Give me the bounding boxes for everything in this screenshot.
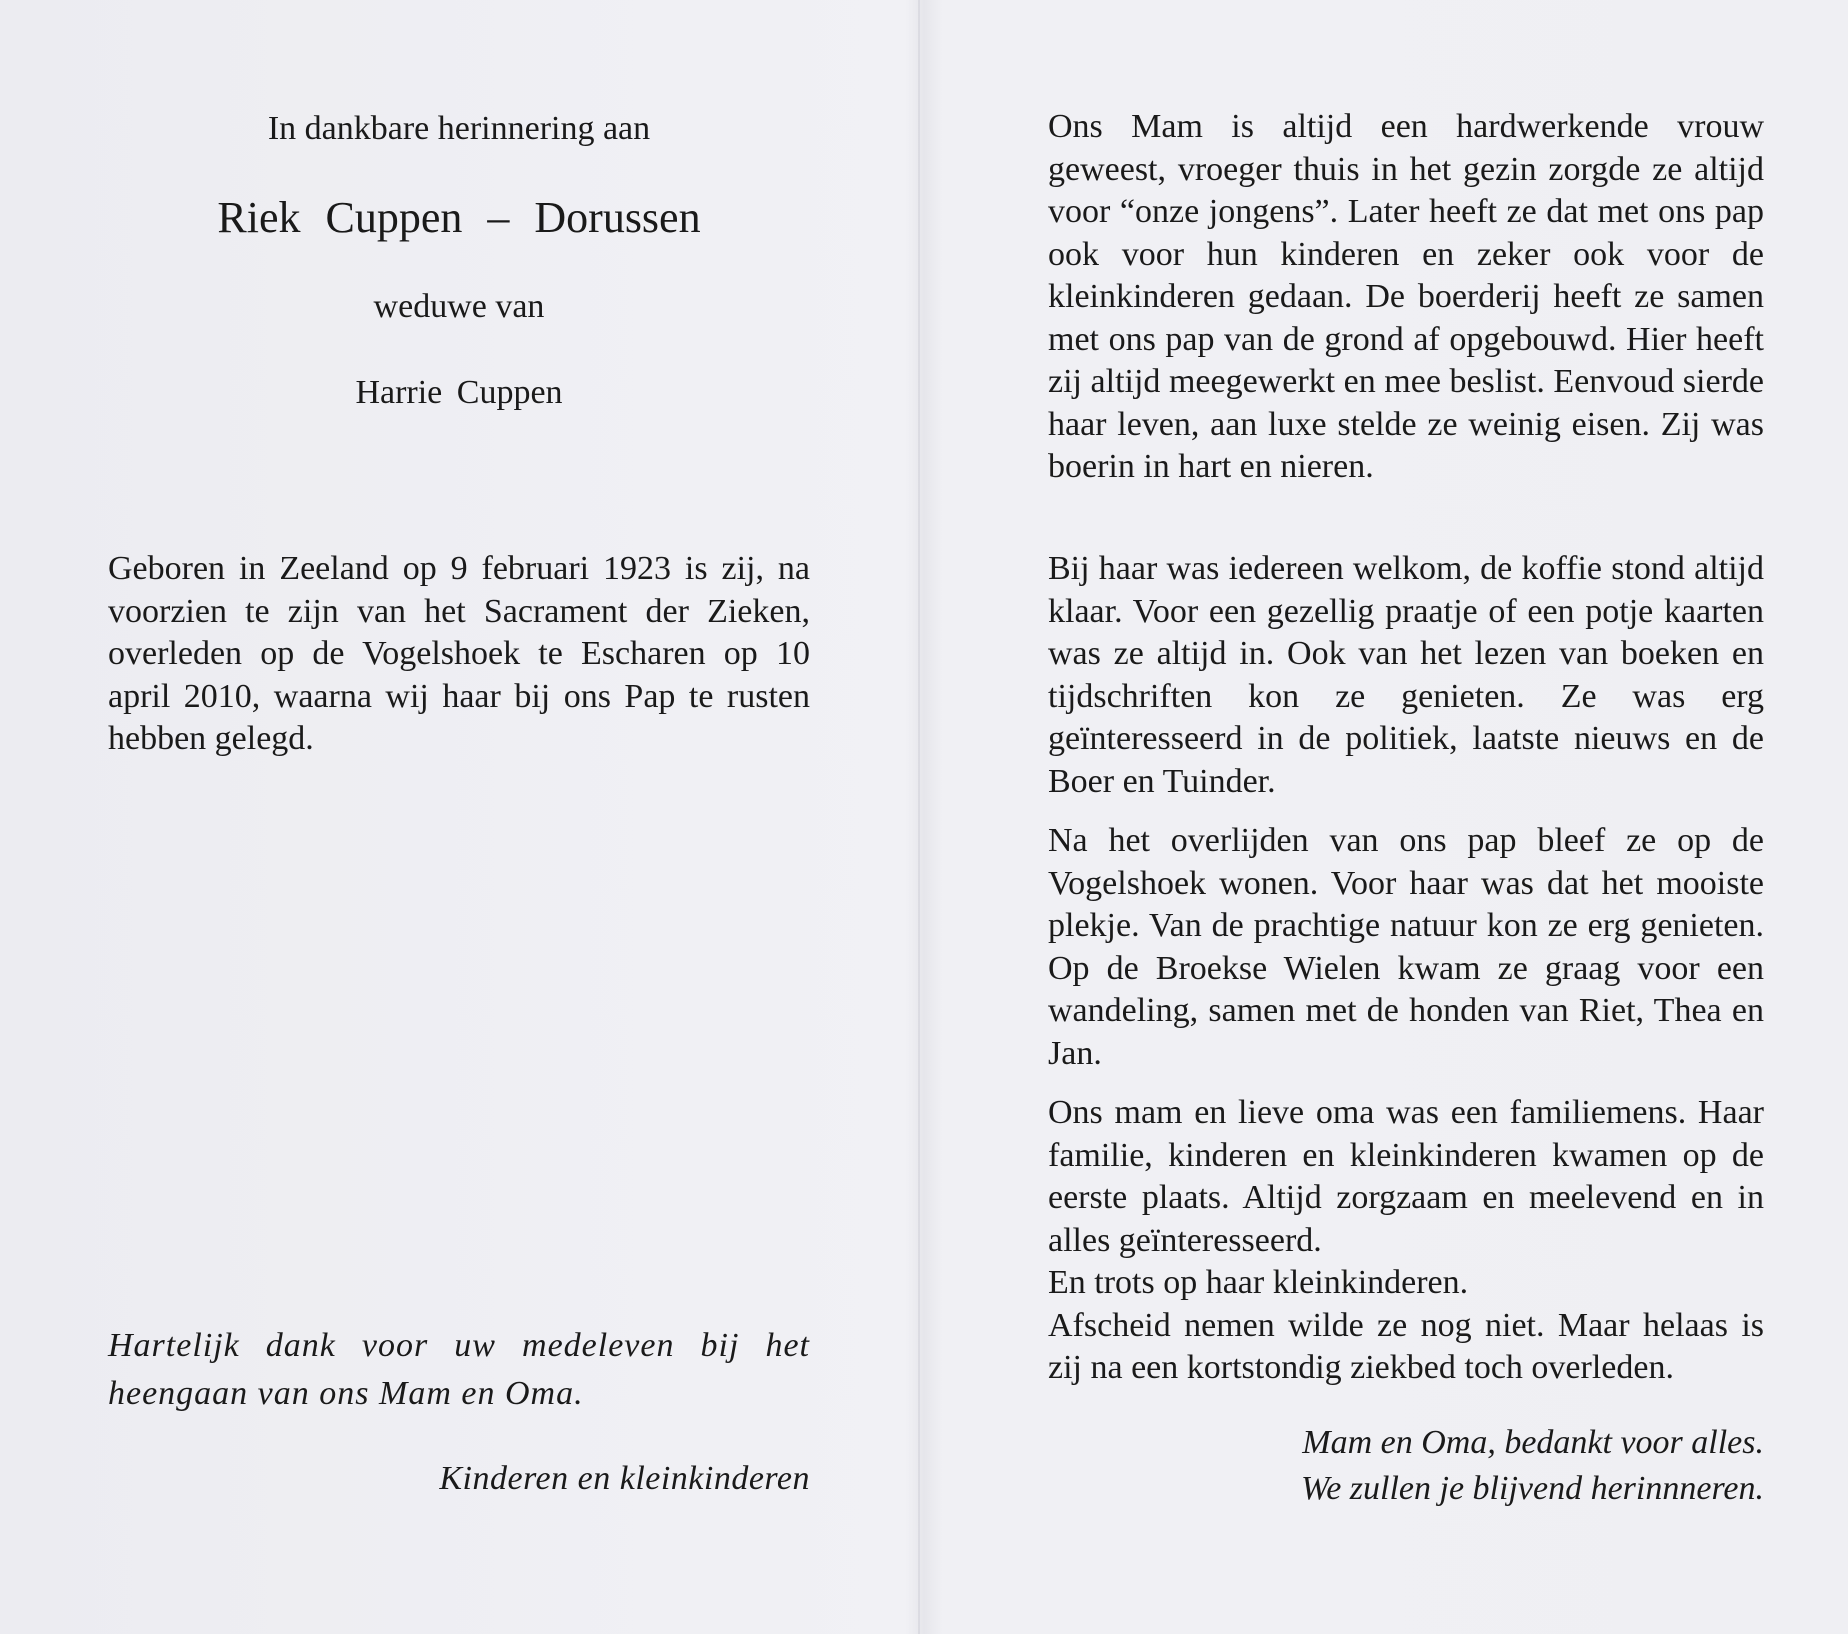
closing-text bbox=[1048, 1420, 1764, 1512]
life-paragraph-3: Na het overlijden van ons pap bleef ze op de Vogelshoek wonen. Voor haar was dat het mooiste plekje. Van de prachtige natuur kon ze erg genieten. Op de Broekse Wielen kwam ze graag voor een wandeling, samen met de honden van Riet, Thea en Jan. bbox=[1048, 822, 1764, 1072]
life-paragraph-4 bbox=[1048, 1092, 1764, 1390]
signoff-text: Kinderen en kleinkinderen bbox=[439, 1460, 810, 1497]
thanks-text: Hartelijk dank voor uw medeleven bij het heengaan van ons Mam en Oma. bbox=[108, 1327, 810, 1412]
paragraph-4-line-2: En trots op haar kleinkinderen. bbox=[1048, 1264, 1469, 1301]
closing-line-1: Mam en Oma, bedankt voor alles. bbox=[1302, 1424, 1764, 1461]
husband-name: Harrie Cuppen bbox=[355, 374, 563, 411]
life-paragraph-1: Ons Mam is altijd een hardwerkende vrouw geweest, vroeger thuis in het gezin zorgde ze altijd voor “onze jongens”. Later heeft ze dat met ons pap ook voor hun kinderen en zeker ook voor de kleinkinderen gedaan. De boerderij heeft ze samen met ons pap van de grond af opgebouwd. Hier heeft zij altijd meegewerkt en mee beslist. Eenvoud sierde haar leven, aan luxe stelde ze weinig eisen. Zij was boerin in hart en nieren. bbox=[1048, 108, 1764, 485]
deceased-name: Riek Cuppen – Dorussen bbox=[217, 193, 701, 242]
life-paragraph-2: Bij haar was iedereen welkom, de koffie stond altijd klaar. Voor een gezellig praatje of een potje kaarten was ze altijd in. Ook van het lezen van boeken en tijdschriften kon ze genieten. Ze was erg geïnteresseerd in de politiek, laatste nieuws en de Boer en Tuinder. bbox=[1048, 550, 1764, 800]
paragraph-4-line-3: Afscheid nemen wilde ze nog niet. Maar helaas is zij na een kortstondig ziekbed toch overleden. bbox=[1048, 1306, 1764, 1386]
card-fold bbox=[918, 0, 920, 1634]
widow-of-text: weduwe van bbox=[373, 288, 545, 325]
paragraph-4-line-1: Ons mam en lieve oma was een familiemens. Haar familie, kinderen en kleinkinderen kwamen op de eerste plaats. Altijd zorgzaam en meelevend en in alles geïnteresseerd. bbox=[1048, 1094, 1764, 1259]
intro-text: In dankbare herinnering aan bbox=[267, 110, 651, 147]
birth-death-paragraph: Geboren in Zeeland op 9 februari 1923 is zij, na voorzien te zijn van het Sacrament der Zieken, overleden op de Vogelshoek te Escharen op 10 april 2010, waarna wij haar bij ons Pap te rusten hebben gelegd. bbox=[108, 550, 810, 757]
closing-line-2: We zullen je blijvend herinnneren. bbox=[1301, 1470, 1764, 1507]
